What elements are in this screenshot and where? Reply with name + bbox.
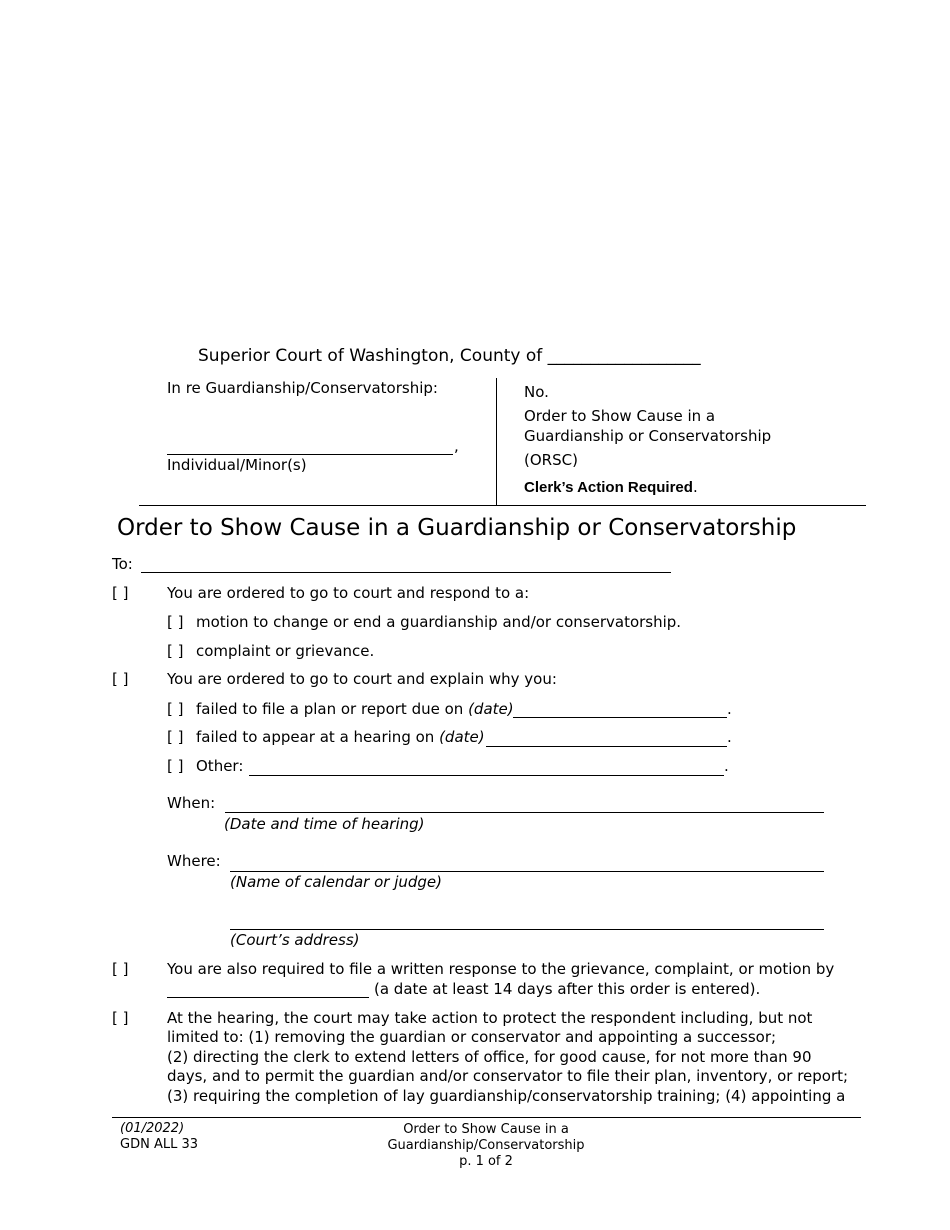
- when-label: When:: [167, 794, 216, 812]
- when-field[interactable]: [225, 812, 824, 813]
- complaint-checkbox[interactable]: [ ]: [167, 642, 184, 660]
- section4-line3: (2) directing the clerk to extend letters of office, for good cause, for not more than 90: [167, 1048, 812, 1066]
- where-calendar-caption: (Name of calendar or judge): [230, 873, 442, 891]
- section4-line1: At the hearing, the court may take action to protect the respondent including, but not: [167, 1009, 813, 1027]
- motion-checkbox[interactable]: [ ]: [167, 613, 184, 631]
- failed-appear-checkbox[interactable]: [ ]: [167, 728, 184, 746]
- failed-appear-text: failed to appear at a hearing on: [196, 728, 435, 746]
- doc-title-line2: Guardianship or Conservatorship: [524, 427, 772, 445]
- to-label: To:: [112, 555, 133, 573]
- caption-bottom-rule: [139, 505, 866, 506]
- section4-line5: (3) requiring the completion of lay guardianship/conservatorship training; (4) appointing a: [167, 1087, 846, 1105]
- section4-checkbox[interactable]: [ ]: [112, 1009, 129, 1027]
- failed-appear-date-field[interactable]: [486, 746, 727, 747]
- where-calendar-field[interactable]: [230, 871, 824, 872]
- name-comma: ,: [454, 437, 459, 455]
- where-label: Where:: [167, 852, 221, 870]
- section1-text: You are ordered to go to court and respond to a:: [167, 584, 530, 602]
- failed-appear-period: .: [727, 728, 732, 746]
- section4-line2: limited to: (1) removing the guardian or conservator and appointing a successor;: [167, 1028, 777, 1046]
- failed-file-date-field[interactable]: [513, 717, 727, 718]
- motion-text: motion to change or end a guardianship and/or conservatorship.: [196, 613, 682, 631]
- footer-title-line1: Order to Show Cause in a: [403, 1122, 569, 1137]
- failed-appear-date-label: (date): [439, 728, 485, 746]
- clerk-period: .: [692, 478, 698, 496]
- failed-file-period: .: [727, 700, 732, 718]
- in-re-label: In re Guardianship/Conservatorship:: [167, 379, 438, 397]
- footer-rule: [112, 1117, 861, 1118]
- footer-form-id: GDN ALL 33: [120, 1137, 198, 1152]
- when-caption: (Date and time of hearing): [224, 815, 425, 833]
- response-date-field[interactable]: [167, 997, 369, 998]
- section4-line4: days, and to permit the guardian and/or conservator to file their plan, inventory, or report;: [167, 1067, 849, 1085]
- other-label: Other:: [196, 757, 244, 775]
- section1-checkbox[interactable]: [ ]: [112, 584, 129, 602]
- where-address-field[interactable]: [230, 929, 824, 930]
- case-number-label: No.: [524, 383, 549, 401]
- section3-line1: You are also required to file a written response to the grievance, complaint, or motion by: [167, 960, 835, 978]
- footer-title-line2: Guardianship/Conservatorship: [387, 1138, 585, 1153]
- court-heading: Superior Court of Washington, County of __________________: [198, 346, 701, 366]
- other-checkbox[interactable]: [ ]: [167, 757, 184, 775]
- individual-minor-label: Individual/Minor(s): [167, 456, 307, 474]
- caption-divider: [496, 378, 497, 505]
- other-field[interactable]: [249, 775, 724, 776]
- footer-page-number: p. 1 of 2: [459, 1154, 513, 1169]
- where-address-caption: (Court’s address): [230, 931, 360, 949]
- section2-checkbox[interactable]: [ ]: [112, 670, 129, 688]
- doc-code: (ORSC): [524, 451, 578, 469]
- section3-line2: (a date at least 14 days after this order is entered).: [374, 980, 761, 998]
- to-field[interactable]: [141, 572, 671, 573]
- page-title: Order to Show Cause in a Guardianship or Conservatorship: [117, 515, 797, 541]
- section2-text: You are ordered to go to court and explain why you:: [167, 670, 557, 688]
- section3-checkbox[interactable]: [ ]: [112, 960, 129, 978]
- failed-file-checkbox[interactable]: [ ]: [167, 700, 184, 718]
- other-period: .: [724, 757, 729, 775]
- footer-date: (01/2022): [120, 1121, 185, 1136]
- failed-file-date-label: (date): [468, 700, 514, 718]
- doc-title-line1: Order to Show Cause in a: [524, 407, 716, 425]
- failed-file-text: failed to file a plan or report due on: [196, 700, 464, 718]
- complaint-text: complaint or grievance.: [196, 642, 375, 660]
- clerk-action-required: Clerk’s Action Required: [524, 479, 693, 496]
- individual-name-line[interactable]: [167, 454, 453, 455]
